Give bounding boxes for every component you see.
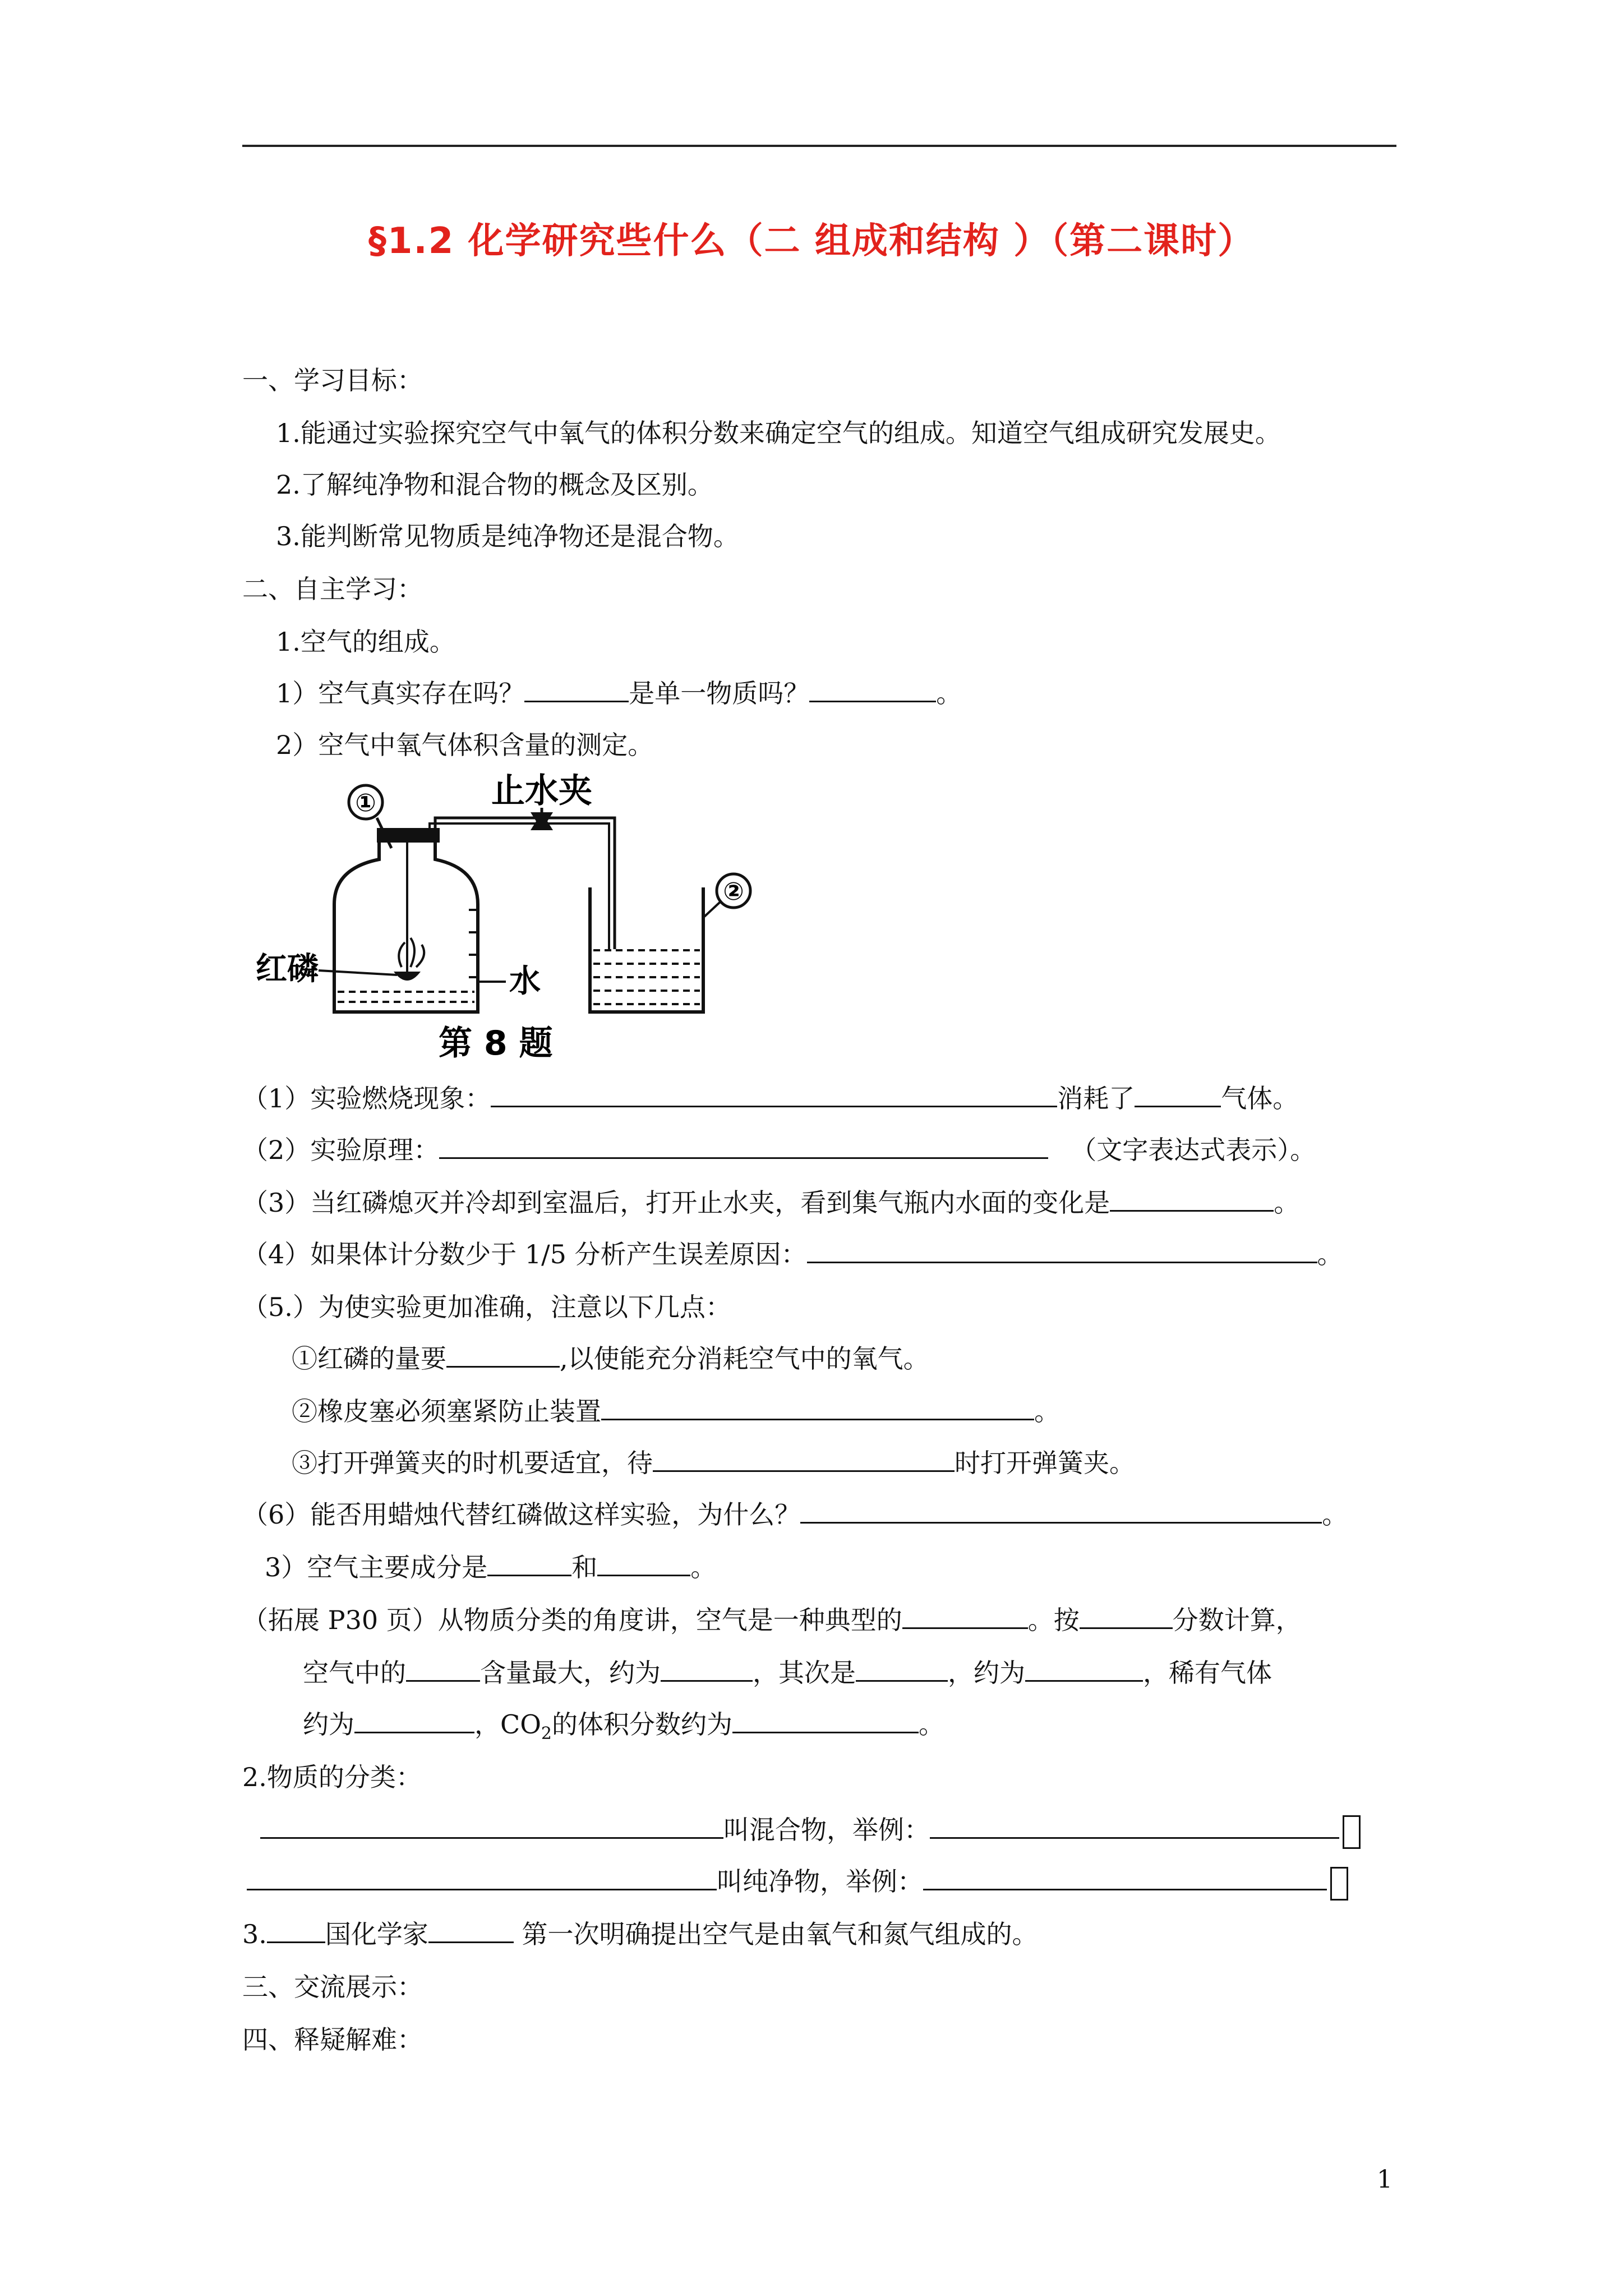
q5-1-text: ①红磷的量要 [292,1343,446,1374]
answer-blank[interactable] [930,1812,1339,1839]
answer-blank[interactable] [653,1446,955,1472]
air-composition: 1.空气的组成。 [276,627,455,657]
answer-blank[interactable] [601,1394,1034,1420]
mixture-line [260,1812,1361,1849]
extension-line-2 [303,1655,1272,1691]
q1-gas-text: 气体。 [1221,1083,1299,1114]
header-rule [242,145,1396,147]
pure-substance-line [247,1864,1348,1901]
label-water: 水 [509,963,541,1000]
label-clamp: 止水夹 [491,771,592,811]
ext3-co: ，CO [474,1709,541,1740]
question-5-2 [292,1393,1060,1429]
question-3 [242,1185,1299,1221]
answer-blank[interactable] [800,1497,1322,1524]
s3-text: 3）空气主要成分是 [265,1552,488,1582]
page-title: §1.2 化学研究些什么（二 组成和结构 ）（第二课时） [368,220,1255,262]
q1-consumed-text: 消耗了 [1057,1083,1135,1114]
bracket-box [1343,1815,1361,1849]
water-clamp [531,812,553,830]
ext3-c: 的体积分数约为 [552,1709,733,1740]
q-single-substance-text: 是单一物质吗？ [629,678,810,708]
classification-heading: 2.物质的分类： [242,1762,422,1792]
answer-blank[interactable] [856,1655,948,1682]
label-1: ① [355,789,376,817]
answer-blank[interactable] [439,1133,1048,1159]
q5-1-tail: ,以使能充分消耗空气中的氧气。 [560,1343,929,1374]
period: 。 [1317,1239,1343,1269]
answer-blank[interactable] [1135,1081,1221,1107]
q2-text: （2）实验原理： [242,1135,440,1165]
period: 。 [690,1552,717,1582]
q1-text: （1）实验燃烧现象： [242,1083,491,1114]
goals-heading: 一、学习目标： [242,365,423,395]
leader-line-2 [704,902,720,917]
q-air-exists-text: 1）空气真实存在吗？ [276,678,525,708]
hist-tail: 第一次明确提出空气是由氧气和氮气组成的。 [513,1919,1038,1949]
answer-blank[interactable] [247,1864,717,1890]
label-2: ② [723,877,744,906]
answer-blank[interactable] [902,1603,1028,1629]
answer-blank[interactable] [732,1707,919,1733]
flame [399,938,424,967]
ext2-e: ，稀有气体 [1143,1658,1272,1688]
connecting-tube [435,818,615,949]
connecting-tube-inner [430,823,609,949]
period: 。 [1034,1396,1060,1427]
period: 。 [919,1709,945,1740]
answer-blank[interactable] [809,676,936,702]
answer-blank[interactable] [491,1081,1057,1107]
ext2-c: ，其次是 [753,1658,856,1688]
question-2 [242,1132,1316,1168]
s3-and: 和 [571,1552,598,1582]
answer-blank[interactable] [597,1550,690,1576]
ext2-b: 含量最大，约为 [480,1658,661,1688]
period: 。 [936,678,962,708]
q4-text: （4）如果体计分数少于 1/5 分析产生误差原因： [242,1239,807,1269]
answer-blank[interactable] [446,1341,560,1368]
q3-text: （3）当红磷熄灭并冷却到室温后，打开止水夹，看到集气瓶内水面的变化是 [242,1188,1110,1218]
ext-text: （拓展 P30 页）从物质分类的角度讲，空气是一种典型的 [242,1605,902,1635]
answer-blank[interactable] [428,1917,514,1943]
answer-blank[interactable] [923,1864,1327,1890]
question-6 [242,1497,1348,1533]
hist-text: 国化学家 [325,1919,428,1949]
ext-by: 。按 [1027,1605,1080,1635]
q6-text: （6）能否用蜡烛代替红磷做这样实验，为什么？ [242,1499,801,1530]
ext3-a: 约为 [303,1709,354,1740]
q5-3-text: ③打开弹簧夹的时机要适宜，待 [292,1448,653,1478]
bracket-box [1330,1867,1348,1901]
answer-blank[interactable] [807,1237,1317,1263]
answer-blank[interactable] [661,1655,753,1682]
extension-line-1 [242,1602,1302,1638]
combustion-spoon [394,972,421,981]
answer-blank[interactable] [1110,1185,1274,1212]
oxygen-measurement-heading: 2）空气中氧气体积含量的测定。 [276,730,654,760]
answer-blank[interactable] [1025,1655,1143,1682]
q5-3-tail: 时打开弹簧夹。 [955,1448,1135,1478]
self-study-heading: 二、自主学习： [242,574,423,604]
answer-blank[interactable] [260,1812,723,1839]
question-5: （5.）为使实验更加准确，注意以下几点： [242,1292,731,1322]
answer-blank[interactable] [406,1655,480,1682]
extension-line-3 [303,1706,944,1752]
question-5-3 [292,1445,1135,1481]
doubt-heading: 四、释疑解难： [242,2024,423,2055]
goal-2: 2.了解纯净物和混合物的概念及区别。 [276,470,713,500]
goal-1: 1.能通过实验探究空气中氧气的体积分数来确定空气的组成。知道空气组成研究发展史。 [276,418,1281,448]
ext2-a: 空气中的 [303,1658,406,1688]
ext3-subscript: 2 [541,1724,552,1744]
goal-3: 3.能判断常见物质是纯净物还是混合物。 [276,521,739,551]
history-line [242,1916,1038,1952]
question-5-1 [292,1341,929,1377]
answer-blank[interactable] [524,676,629,702]
answer-blank[interactable] [267,1917,325,1943]
period: 。 [1322,1499,1348,1530]
pure-text: 叫纯净物，举例： [717,1866,923,1897]
answer-blank[interactable] [1080,1603,1173,1629]
answer-blank[interactable] [354,1707,474,1733]
exchange-heading: 三、交流展示： [242,1972,423,2002]
ext-fraction: 分数计算， [1172,1605,1302,1635]
hist-number: 3. [242,1919,267,1949]
figure-caption: 第 8 题 [439,1024,553,1063]
question-1 [242,1080,1298,1116]
experiment-apparatus-figure [250,770,771,1064]
period: 。 [1274,1188,1300,1218]
page-number: 1 [1377,2165,1393,2194]
label-phosphorus: 红磷 [256,951,319,987]
air-main-components [265,1549,716,1585]
mixture-text: 叫混合物，举例： [723,1815,930,1845]
q5-2-text: ②橡皮塞必须塞紧防止装置 [292,1396,601,1427]
q2-note: （文字表达式表示）。 [1071,1135,1316,1165]
ext2-d: ，约为 [948,1658,1025,1688]
answer-blank[interactable] [487,1550,571,1576]
question-air-exists [276,675,962,711]
leader-line-phosphorus [319,970,397,975]
question-4 [242,1236,1343,1272]
